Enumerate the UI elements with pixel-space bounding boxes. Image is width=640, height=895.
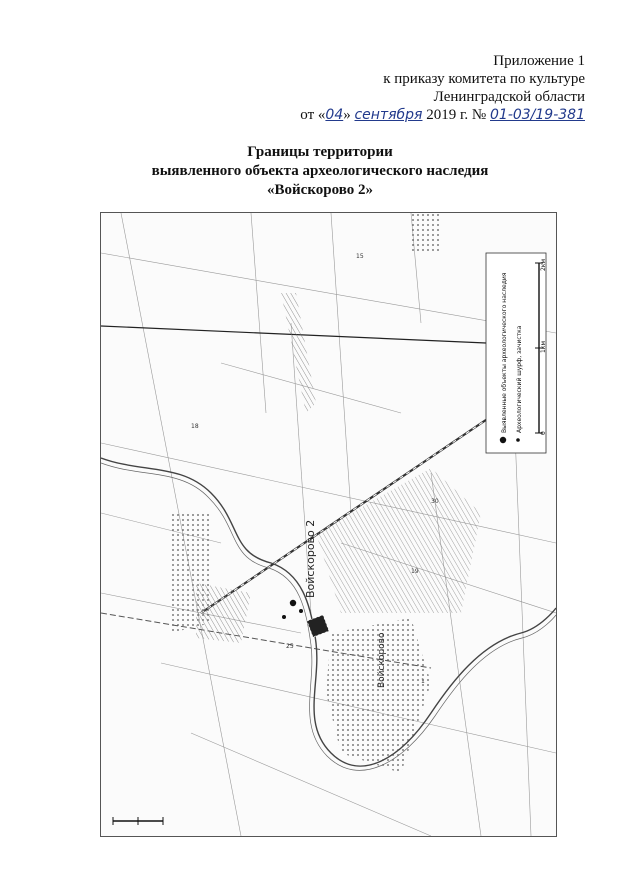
river xyxy=(101,458,556,766)
river-bank xyxy=(101,463,556,770)
map-svg xyxy=(101,213,556,836)
date-prefix: от « xyxy=(300,107,326,123)
handwritten-order-number: 01-03/19-381 xyxy=(490,107,585,123)
document-header xyxy=(300,52,585,124)
title-line-3: «Войскорово 2» xyxy=(267,182,373,198)
object-marker xyxy=(290,600,296,606)
hatched-strip xyxy=(281,293,316,413)
appendix-date-line xyxy=(300,106,585,124)
appendix-label: Приложение 1 xyxy=(493,53,585,69)
object-boundary xyxy=(307,615,329,637)
grid-number: 1 xyxy=(421,678,425,685)
document-title xyxy=(0,143,640,200)
grid-number: 18 xyxy=(191,423,199,430)
legend xyxy=(486,253,547,453)
appendix-region: Ленинградской области xyxy=(433,89,585,105)
title-line-1: Границы территории xyxy=(247,144,393,160)
grid-number: 15 xyxy=(356,253,364,260)
legend-object-symbol xyxy=(500,437,506,443)
scale-zero: 0 xyxy=(540,431,547,435)
appendix-subtitle: к приказу комитета по культуре xyxy=(383,71,585,87)
topographic-map xyxy=(100,212,557,837)
legend-item-2: Археологический шурф, зачистка xyxy=(516,325,523,433)
legend-item-1: Выявленные объекты археологического наследия xyxy=(501,272,508,433)
date-year: 2019 г. № xyxy=(422,107,490,123)
object-label: Войскорово 2 xyxy=(304,519,317,598)
settlement-top xyxy=(411,213,441,253)
test-pit-marker xyxy=(299,609,303,613)
handwritten-day: 04 xyxy=(325,107,344,123)
scale-one: 1км xyxy=(540,341,547,353)
handwritten-month: сентября xyxy=(354,107,423,123)
hatched-west xyxy=(196,583,251,643)
bottom-scale xyxy=(113,817,163,825)
grid-number: 30 xyxy=(431,498,439,505)
scale-two: 2км xyxy=(540,259,547,271)
test-pit-marker xyxy=(282,615,286,619)
grid-number: 19 xyxy=(411,568,419,575)
title-line-2: выявленного объекта археологического наследия xyxy=(151,163,489,179)
village-label: Войскорово xyxy=(377,632,387,688)
hatched-field xyxy=(316,468,481,613)
legend-pit-symbol xyxy=(516,438,520,442)
date-mid: » xyxy=(343,107,355,123)
grid-number: 25 xyxy=(286,643,294,650)
